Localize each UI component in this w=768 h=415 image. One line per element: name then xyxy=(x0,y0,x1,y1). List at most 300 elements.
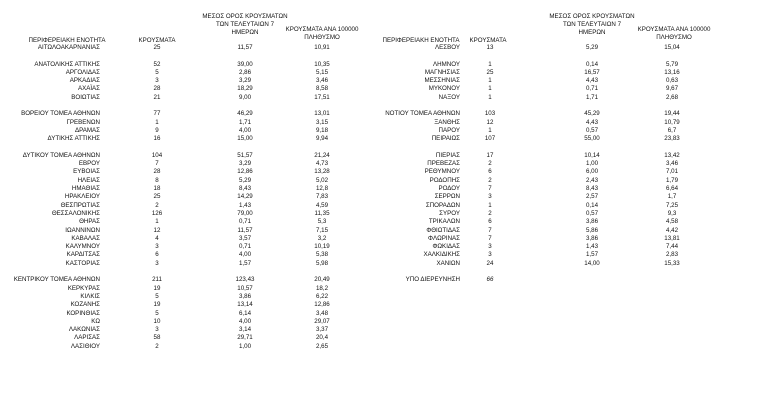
avg-cell: 3,86 xyxy=(585,218,599,226)
per100k-cell: 29,07 xyxy=(314,317,330,325)
table-row xyxy=(0,228,360,236)
cases-cell: 13 xyxy=(486,44,494,51)
per100k-cell: 7,25 xyxy=(665,201,679,209)
avg-cell: 1,43 xyxy=(238,201,252,209)
per100k-cell: 4,73 xyxy=(315,160,329,168)
per100k-cell: 3,48 xyxy=(315,309,329,317)
cases-cell: 5 xyxy=(155,68,159,76)
avg-cell: 2,43 xyxy=(585,176,599,184)
cases-cell: 7 xyxy=(155,160,159,168)
per100k-cell: 6,7 xyxy=(667,126,677,134)
table-row xyxy=(0,178,360,186)
cases-cell: 52 xyxy=(153,60,161,68)
per100k-cell: 3,15 xyxy=(315,118,329,126)
table-row xyxy=(0,344,360,352)
avg-cell: 123,43 xyxy=(235,276,255,284)
cases-cell: 7 xyxy=(488,185,492,193)
table-row xyxy=(356,194,736,202)
cases-cell: 2 xyxy=(155,201,159,209)
per100k-cell: 3,46 xyxy=(665,160,679,168)
table-row xyxy=(0,261,360,269)
area-cell: ΝΟΤΙΟΥ ΤΟΜΕΑ ΑΘΗΝΩΝ xyxy=(385,110,460,118)
cases-cell: 3 xyxy=(488,193,492,201)
cases-cell: 1 xyxy=(488,93,492,101)
avg-cell: 3,86 xyxy=(238,292,252,300)
cases-cell: 19 xyxy=(153,284,161,292)
avg-cell: 11,57 xyxy=(237,44,253,51)
table-row xyxy=(0,286,360,294)
per100k-cell: 20,4 xyxy=(315,334,329,342)
table-row xyxy=(356,261,736,269)
cases-cell: 25 xyxy=(153,44,161,51)
per100k-cell: 13,81 xyxy=(664,234,680,242)
area-cell: ΛΕΣΒΟΥ xyxy=(435,44,460,51)
cases-cell: 21 xyxy=(153,93,161,101)
avg-cell: 3,29 xyxy=(238,77,252,85)
per100k-cell: 6,64 xyxy=(665,185,679,193)
cases-cell: 1 xyxy=(155,218,159,226)
area-cell: ΔΥΤΙΚΟΥ ΤΟΜΕΑ ΑΘΗΝΩΝ xyxy=(22,151,100,159)
avg-cell: 51,57 xyxy=(237,151,253,159)
cases-cell: 25 xyxy=(153,193,161,201)
table-row xyxy=(356,86,736,94)
per100k-cell: 23,83 xyxy=(664,135,680,143)
area-cell: ΛΑΣΙΘΙΟΥ xyxy=(70,342,100,350)
per100k-cell: 17,51 xyxy=(314,93,330,101)
cases-cell: 211 xyxy=(152,276,162,284)
cases-cell: 126 xyxy=(151,209,163,217)
avg-cell: 0,14 xyxy=(585,60,599,68)
table-row xyxy=(356,153,736,161)
cases-cell: 2 xyxy=(488,176,492,184)
avg-cell: 0,57 xyxy=(585,209,599,217)
cases-cell: 24 xyxy=(486,259,494,267)
per100k-cell: 13,01 xyxy=(314,110,330,118)
per100k-cell: 9,67 xyxy=(665,85,679,93)
avg-cell: 1,71 xyxy=(585,93,599,101)
avg-cell: 29,71 xyxy=(237,334,253,342)
cases-cell: 17 xyxy=(486,151,494,159)
per100k-cell: 9,94 xyxy=(315,135,329,143)
per100k-cell: 9,3 xyxy=(667,209,677,217)
per100k-cell: 13,42 xyxy=(664,151,680,159)
cases-cell: 77 xyxy=(153,110,161,118)
header-area: ΠΕΡΙΦΕΡΕΙΑΚΗ ΕΝΟΤΗΤΑ xyxy=(382,37,460,44)
cases-cell: 9 xyxy=(155,126,159,134)
table-header xyxy=(356,14,736,45)
cases-cell: 12 xyxy=(153,226,161,234)
area-cell: ΠΕΙΡΑΙΩΣ xyxy=(431,135,460,143)
per100k-cell: 10,19 xyxy=(314,243,330,251)
area-cell: ΛΑΚΩΝΙΑΣ xyxy=(68,326,100,334)
avg-cell: 1,43 xyxy=(585,243,599,251)
cases-cell: 6 xyxy=(488,218,492,226)
per100k-cell: 1,7 xyxy=(667,193,677,201)
per100k-cell: 10,79 xyxy=(664,118,680,126)
avg-cell: 1,71 xyxy=(238,118,252,126)
cases-cell: 25 xyxy=(486,68,494,76)
area-cell: ΔΡΑΜΑΣ xyxy=(74,126,100,134)
avg-cell: 5,29 xyxy=(585,44,599,51)
area-cell: ΓΡΕΒΕΝΩΝ xyxy=(66,118,100,126)
avg-cell: 4,00 xyxy=(238,317,252,325)
area-cell: ΞΑΝΘΗΣ xyxy=(434,118,460,126)
per100k-cell: 5,79 xyxy=(665,60,679,68)
area-cell: ΧΑΛΚΙΔΙΚΗΣ xyxy=(423,251,460,259)
area-cell: ΜΑΓΝΗΣΙΑΣ xyxy=(424,68,460,76)
per100k-cell: 7,15 xyxy=(315,226,329,234)
area-cell: ΚΕΡΚΥΡΑΣ xyxy=(67,284,100,292)
table-row xyxy=(0,319,360,327)
cases-cell: 5 xyxy=(155,292,159,300)
per100k-cell: 13,28 xyxy=(314,168,330,176)
area-cell: ΑΝΑΤΟΛΙΚΗΣ ΑΤΤΙΚΗΣ xyxy=(34,60,100,68)
cases-cell: 1 xyxy=(488,85,492,93)
avg-cell: 3,29 xyxy=(238,160,252,168)
table-row xyxy=(356,236,736,244)
cases-cell: 104 xyxy=(151,151,163,159)
left-table xyxy=(0,14,360,352)
avg-cell: 1,00 xyxy=(585,160,599,168)
avg-cell: 2,57 xyxy=(585,193,599,201)
per100k-cell: 20,49 xyxy=(314,276,330,284)
cases-cell: 3 xyxy=(488,251,492,259)
cases-cell: 8 xyxy=(155,176,159,184)
cases-cell: 1 xyxy=(488,77,492,85)
table-row xyxy=(356,178,736,186)
area-cell: ΝΑΞΟΥ xyxy=(438,93,460,101)
per100k-cell: 15,04 xyxy=(664,44,680,51)
header-avg-line3: ΗΜΕΡΩΝ xyxy=(578,29,606,36)
header-avg-line3: ΗΜΕΡΩΝ xyxy=(231,29,259,36)
area-cell: ΕΥΒΟΙΑΣ xyxy=(73,168,100,176)
cases-cell: 7 xyxy=(488,226,492,234)
table-row xyxy=(356,70,736,78)
avg-cell: 12,86 xyxy=(237,168,253,176)
avg-cell: 14,29 xyxy=(237,193,253,201)
table-row xyxy=(0,302,360,310)
avg-cell: 4,00 xyxy=(238,251,252,259)
table-row xyxy=(0,211,360,219)
area-cell: ΚΩ xyxy=(91,317,100,325)
cases-cell: 3 xyxy=(155,243,159,251)
avg-cell: 0,71 xyxy=(238,243,252,251)
cases-cell: 18 xyxy=(153,185,161,193)
table-row xyxy=(0,70,360,78)
cases-cell: 103 xyxy=(484,110,496,118)
area-cell: ΗΜΑΘΙΑΣ xyxy=(71,185,100,193)
avg-cell: 13,14 xyxy=(237,301,253,309)
header-cases: ΚΡΟΥΣΜΑΤΑ xyxy=(138,37,176,44)
cases-cell: 19 xyxy=(153,301,161,309)
header-per100k-line1: ΚΡΟΥΣΜΑΤΑ ΑΝΑ 100000 xyxy=(637,26,711,33)
area-cell: ΦΩΚΙΔΑΣ xyxy=(432,243,460,251)
table-row xyxy=(356,211,736,219)
avg-cell: 9,00 xyxy=(238,93,252,101)
area-cell: ΚΑΡΔΙΤΣΑΣ xyxy=(66,251,100,259)
cases-cell: 1 xyxy=(488,126,492,134)
table-row xyxy=(0,219,360,227)
table-row xyxy=(0,169,360,177)
per100k-cell: 3,2 xyxy=(317,234,327,242)
table-row xyxy=(0,86,360,94)
area-cell: ΕΒΡΟΥ xyxy=(78,160,100,168)
avg-cell: 4,43 xyxy=(585,77,599,85)
area-cell: ΚΑΒΑΛΑΣ xyxy=(71,234,100,242)
table-row xyxy=(0,111,360,119)
area-cell: ΡΕΘΥΜΝΟΥ xyxy=(424,168,460,176)
table-row xyxy=(0,294,360,302)
table-row xyxy=(356,203,736,211)
per100k-cell: 0,63 xyxy=(665,77,679,85)
area-cell: ΧΑΝΙΩΝ xyxy=(436,259,460,267)
area-cell: ΗΡΑΚΛΕΙΟΥ xyxy=(64,193,100,201)
table-row xyxy=(356,45,736,53)
area-cell: ΠΙΕΡΙΑΣ xyxy=(435,151,460,159)
cases-cell: 66 xyxy=(486,276,494,284)
avg-cell: 1,00 xyxy=(238,342,252,350)
area-cell: ΥΠΟ ΔΙΕΡΕΥΝΗΣΗ xyxy=(405,276,460,284)
cases-cell: 28 xyxy=(153,168,161,176)
table-row xyxy=(356,161,736,169)
avg-cell: 10,14 xyxy=(584,151,600,159)
avg-cell: 39,00 xyxy=(237,60,253,68)
avg-cell: 16,57 xyxy=(584,68,600,76)
avg-cell: 15,00 xyxy=(237,135,253,143)
avg-cell: 1,57 xyxy=(238,259,252,267)
area-cell: ΚΟΡΙΝΘΙΑΣ xyxy=(66,309,100,317)
avg-cell: 55,00 xyxy=(584,135,600,143)
avg-cell: 0,71 xyxy=(238,218,252,226)
per100k-cell: 2,83 xyxy=(665,251,679,259)
per100k-cell: 5,02 xyxy=(315,176,329,184)
avg-cell: 3,14 xyxy=(238,326,252,334)
area-cell: ΦΘΙΩΤΙΔΑΣ xyxy=(426,226,460,234)
per100k-cell: 6,22 xyxy=(315,292,329,300)
area-cell: ΘΗΡΑΣ xyxy=(79,218,100,226)
table-row xyxy=(356,169,736,177)
table-row xyxy=(0,311,360,319)
per100k-cell: 9,18 xyxy=(315,126,329,134)
table-row xyxy=(356,78,736,86)
avg-cell: 0,14 xyxy=(585,201,599,209)
per100k-cell: 15,33 xyxy=(664,259,680,267)
area-cell: ΑΙΤΩΛΟΑΚΑΡΝΑΝΙΑΣ xyxy=(37,44,100,51)
table-row xyxy=(0,62,360,70)
per100k-cell: 5,38 xyxy=(315,251,329,259)
per100k-cell: 21,24 xyxy=(314,151,330,159)
header-area: ΠΕΡΙΦΕΡΕΙΑΚΗ ΕΝΟΤΗΤΑ xyxy=(28,37,106,44)
avg-cell: 0,71 xyxy=(585,85,599,93)
avg-cell: 11,57 xyxy=(237,226,253,234)
cases-cell: 58 xyxy=(153,334,161,342)
cases-cell: 2 xyxy=(155,342,159,350)
per100k-cell: 4,42 xyxy=(665,226,679,234)
per100k-cell: 7,83 xyxy=(315,193,329,201)
table-row xyxy=(0,335,360,343)
table-row xyxy=(0,153,360,161)
per100k-cell: 8,58 xyxy=(315,85,329,93)
area-cell: ΤΡΙΚΑΛΩΝ xyxy=(428,218,460,226)
cases-cell: 4 xyxy=(155,234,159,242)
avg-cell: 6,14 xyxy=(238,309,252,317)
per100k-cell: 2,68 xyxy=(665,93,679,101)
per100k-cell: 10,91 xyxy=(314,44,330,51)
cases-cell: 107 xyxy=(484,135,496,143)
area-cell: ΦΛΩΡΙΝΑΣ xyxy=(428,234,460,242)
header-avg-line2: ΤΩΝ ΤΕΛΕΥΤΑΙΩΝ 7 xyxy=(215,21,275,28)
table-header xyxy=(0,14,360,45)
area-cell: ΑΡΓΟΛΙΔΑΣ xyxy=(65,68,100,76)
header-avg-line1: ΜΕΣΟΣ ΟΡΟΣ ΚΡΟΥΣΜΑΤΩΝ xyxy=(202,13,288,20)
area-cell: ΙΩΑΝΝΙΝΩΝ xyxy=(65,226,100,234)
header-avg-line1: ΜΕΣΟΣ ΟΡΟΣ ΚΡΟΥΣΜΑΤΩΝ xyxy=(549,13,635,20)
cases-cell: 28 xyxy=(153,85,161,93)
table-row xyxy=(356,136,736,144)
per100k-cell: 18,2 xyxy=(315,284,329,292)
header-cases: ΚΡΟΥΣΜΑΤΑ xyxy=(469,37,507,44)
table-row xyxy=(0,45,360,53)
area-cell: ΒΟΡΕΙΟΥ ΤΟΜΕΑ ΑΘΗΝΩΝ xyxy=(21,110,100,118)
area-cell: ΣΥΡΟΥ xyxy=(439,209,460,217)
cases-cell: 6 xyxy=(155,251,159,259)
avg-cell: 3,86 xyxy=(585,234,599,242)
table-row xyxy=(0,277,360,285)
table-row xyxy=(0,252,360,260)
cases-cell: 12 xyxy=(486,118,494,126)
area-cell: ΗΛΕΙΑΣ xyxy=(77,176,100,184)
area-cell: ΡΟΔΟΥ xyxy=(438,185,460,193)
per100k-cell: 1,79 xyxy=(665,176,679,184)
area-cell: ΚΑΛΥΜΝΟΥ xyxy=(65,243,100,251)
area-cell: ΜΕΣΣΗΝΙΑΣ xyxy=(424,77,460,85)
cases-cell: 1 xyxy=(488,60,492,68)
table-row xyxy=(0,78,360,86)
header-avg-line2: ΤΩΝ ΤΕΛΕΥΤΑΙΩΝ 7 xyxy=(562,21,622,28)
right-table xyxy=(356,14,736,286)
per100k-cell: 12,86 xyxy=(314,301,330,309)
avg-cell: 4,43 xyxy=(585,118,599,126)
area-cell: ΣΠΟΡΑΔΩΝ xyxy=(425,201,460,209)
area-cell: ΣΕΡΡΩΝ xyxy=(434,193,460,201)
area-cell: ΚΙΛΚΙΣ xyxy=(80,292,100,300)
cases-cell: 7 xyxy=(488,234,492,242)
table-row xyxy=(0,244,360,252)
table-row xyxy=(0,194,360,202)
avg-cell: 8,43 xyxy=(585,185,599,193)
area-cell: ΘΕΣΣΑΛΟΝΙΚΗΣ xyxy=(51,209,100,217)
cases-cell: 1 xyxy=(155,118,159,126)
avg-cell: 1,57 xyxy=(585,251,599,259)
table-row xyxy=(356,244,736,252)
table-row xyxy=(0,327,360,335)
cases-cell: 2 xyxy=(488,160,492,168)
cases-cell: 3 xyxy=(155,77,159,85)
per100k-cell: 3,46 xyxy=(315,77,329,85)
header-per100k-line1: ΚΡΟΥΣΜΑΤΑ ΑΝΑ 100000 xyxy=(285,26,359,33)
area-cell: ΠΑΡΟΥ xyxy=(438,126,460,134)
avg-cell: 8,43 xyxy=(238,185,252,193)
cases-cell: 3 xyxy=(155,259,159,267)
table-row xyxy=(0,95,360,103)
per100k-cell: 2,65 xyxy=(315,342,329,350)
avg-cell: 79,00 xyxy=(237,209,253,217)
avg-cell: 45,29 xyxy=(584,110,600,118)
cases-cell: 6 xyxy=(488,168,492,176)
avg-cell: 10,57 xyxy=(237,284,253,292)
table-row xyxy=(0,120,360,128)
area-cell: ΔΥΤΙΚΗΣ ΑΤΤΙΚΗΣ xyxy=(47,135,100,143)
area-cell: ΘΕΣΠΡΩΤΙΑΣ xyxy=(60,201,100,209)
per100k-cell: 19,44 xyxy=(664,110,680,118)
avg-cell: 14,00 xyxy=(584,259,600,267)
table-row xyxy=(356,120,736,128)
per100k-cell: 5,15 xyxy=(315,68,329,76)
area-cell: ΡΟΔΟΠΗΣ xyxy=(429,176,460,184)
per100k-cell: 4,58 xyxy=(665,218,679,226)
avg-cell: 3,57 xyxy=(238,234,252,242)
per100k-cell: 5,98 xyxy=(315,259,329,267)
avg-cell: 5,29 xyxy=(238,176,252,184)
per100k-cell: 4,59 xyxy=(315,201,329,209)
area-cell: ΛΑΡΙΣΑΣ xyxy=(74,334,100,342)
per100k-cell: 7,44 xyxy=(665,243,679,251)
table-row xyxy=(0,186,360,194)
per100k-cell: 5,3 xyxy=(317,218,327,226)
cases-cell: 5 xyxy=(155,309,159,317)
per100k-cell: 12,8 xyxy=(315,185,329,193)
table-row xyxy=(356,95,736,103)
area-cell: ΑΡΚΑΔΙΑΣ xyxy=(69,77,100,85)
area-cell: ΜΥΚΟΝΟΥ xyxy=(428,85,460,93)
cases-cell: 2 xyxy=(488,209,492,217)
area-cell: ΚΕΝΤΡΙΚΟΥ ΤΟΜΕΑ ΑΘΗΝΩΝ xyxy=(13,276,100,284)
area-cell: ΑΧΑΪΑΣ xyxy=(77,85,100,93)
header-per100k-line2: ΠΛΗΘΥΣΜΟ xyxy=(304,34,340,41)
avg-cell: 0,57 xyxy=(585,126,599,134)
cases-cell: 16 xyxy=(153,135,161,143)
per100k-cell: 10,35 xyxy=(314,60,330,68)
area-cell: ΛΗΜΝΟΥ xyxy=(433,60,460,68)
per100k-cell: 3,37 xyxy=(315,326,329,334)
area-cell: ΚΑΣΤΟΡΙΑΣ xyxy=(65,259,100,267)
table-row xyxy=(356,186,736,194)
table-row xyxy=(0,161,360,169)
area-cell: ΒΟΙΩΤΙΑΣ xyxy=(71,93,100,101)
row-gap xyxy=(356,53,736,61)
avg-cell: 4,00 xyxy=(238,126,252,134)
table-row xyxy=(0,136,360,144)
cases-cell: 3 xyxy=(155,326,159,334)
per100k-cell: 13,16 xyxy=(664,68,680,76)
avg-cell: 5,86 xyxy=(585,226,599,234)
avg-cell: 2,86 xyxy=(238,68,252,76)
avg-cell: 18,29 xyxy=(237,85,253,93)
header-per100k-line2: ΠΛΗΘΥΣΜΟ xyxy=(656,34,692,41)
avg-cell: 46,29 xyxy=(237,110,253,118)
per100k-cell: 7,01 xyxy=(665,168,679,176)
per100k-cell: 11,35 xyxy=(314,209,330,217)
cases-cell: 1 xyxy=(488,201,492,209)
table-row xyxy=(356,277,736,285)
table-row xyxy=(356,219,736,227)
avg-cell: 6,00 xyxy=(585,168,599,176)
cases-cell: 10 xyxy=(153,317,161,325)
cases-cell: 3 xyxy=(488,243,492,251)
area-cell: ΠΡΕΒΕΖΑΣ xyxy=(427,160,460,168)
table-row xyxy=(0,236,360,244)
area-cell: ΚΟΖΑΝΗΣ xyxy=(70,301,100,309)
